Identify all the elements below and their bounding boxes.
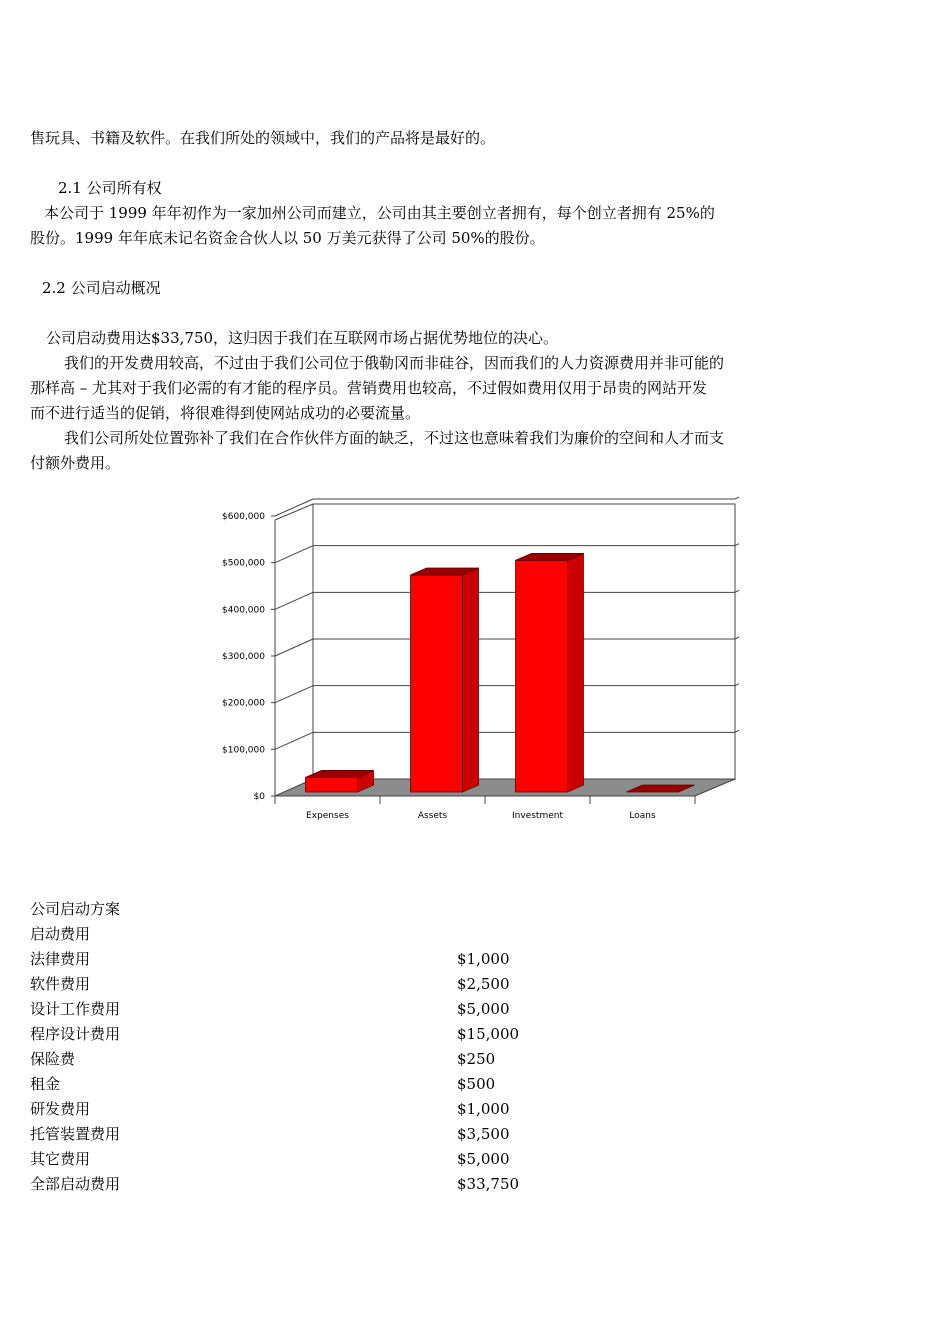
y-tick-label: $300,000 [222, 652, 265, 662]
chart-left-wall-top [275, 504, 313, 520]
gridline-side [275, 686, 313, 703]
gridline-edge [735, 637, 739, 639]
row-value: $5,000 [457, 1000, 510, 1018]
startup-para-1: 公司启动费用达$33,750，这归因于我们在互联网市场占据优势地位的决心。 [46, 329, 559, 347]
row-value: $3,500 [457, 1125, 510, 1143]
y-tick-label: $100,000 [222, 745, 265, 756]
row-value: $33,750 [457, 1175, 520, 1193]
plan-subtitle: 启动费用 [30, 925, 91, 943]
plan-title-row [30, 898, 590, 920]
gridline-side [275, 546, 313, 563]
x-tick-label: Loans [629, 811, 656, 821]
row-value: $1,000 [457, 1100, 510, 1118]
plan-title: 公司启动方案 [30, 900, 121, 918]
x-tick-label: Expenses [306, 811, 349, 821]
y-tick-label: $500,000 [222, 558, 265, 569]
row-label: 设计工作费用 [30, 1000, 121, 1018]
gridline-side [275, 732, 313, 749]
y-tick-label: $0 [253, 792, 265, 802]
gridline-edge [735, 684, 739, 686]
startup-heading: 2.2 公司启动概况 [42, 279, 161, 297]
x-tick-label: Assets [417, 811, 448, 821]
row-label: 租金 [30, 1075, 61, 1093]
table-row [30, 1098, 590, 1120]
row-value: $250 [457, 1050, 496, 1068]
table-row [30, 973, 590, 995]
gridline-edge [735, 497, 739, 499]
bar-front [516, 560, 568, 792]
plan-subtitle-row [30, 923, 590, 945]
row-value: $500 [457, 1075, 496, 1093]
y-tick-label: $600,000 [222, 512, 265, 522]
startup-para-2-line-1: 我们的开发费用较高，不过由于我们公司位于俄勒冈而非硅谷，因而我们的人力资源费用并非可能的 [64, 354, 725, 372]
gridline-edge [735, 544, 739, 546]
row-value: $5,000 [457, 1150, 510, 1168]
startup-bar-chart [195, 490, 755, 835]
bar-side [568, 553, 584, 792]
ownership-line-2: 股份。1999 年年底未记名资金合伙人以 50 万美元获得了公司 50%的股份。 [30, 229, 545, 247]
row-label: 法律费用 [30, 950, 91, 968]
gridline-side [275, 499, 313, 516]
bar-side [463, 568, 479, 792]
gridline-edge [735, 730, 739, 732]
table-row [30, 1073, 590, 1095]
ownership-heading: 2.1 公司所有权 [58, 179, 162, 197]
startup-para-2-line-3: 而不进行适当的促销，将很难得到使网站成功的必要流量。 [30, 404, 421, 422]
table-row [30, 1123, 590, 1145]
row-label: 其它费用 [30, 1150, 91, 1168]
x-tick-label: Investment [512, 811, 563, 821]
row-value: $2,500 [457, 975, 510, 993]
startup-para-3-line-2: 付额外费用。 [30, 454, 121, 472]
bar-front [306, 777, 358, 792]
row-label: 全部启动费用 [30, 1175, 121, 1193]
startup-para-2-line-2: 那样高 – 尤其对于我们必需的有才能的程序员。营销费用也较高，不过假如费用仅用于昂贵的网站开发 [30, 379, 708, 397]
intro-line: 售玩具、书籍及软件。在我们所处的领域中，我们的产品将是最好的。 [30, 129, 496, 147]
ownership-line-1: 本公司于 1999 年年初作为一家加州公司而建立，公司由其主要创立者拥有，每个创立者拥有 25%的 [44, 204, 715, 222]
row-value: $15,000 [457, 1025, 520, 1043]
gridline-side [275, 592, 313, 609]
row-label: 软件费用 [30, 975, 91, 993]
row-label: 保险费 [30, 1050, 76, 1068]
table-row [30, 948, 590, 970]
row-label: 托管装置费用 [30, 1125, 121, 1143]
y-tick-label: $200,000 [222, 698, 265, 709]
bar-front [411, 575, 463, 792]
row-value: $1,000 [457, 950, 510, 968]
table-row [30, 1048, 590, 1070]
y-tick-label: $400,000 [222, 605, 265, 616]
table-row [30, 1148, 590, 1170]
row-label: 程序设计费用 [30, 1025, 121, 1043]
table-row [30, 998, 590, 1020]
startup-para-3-line-1: 我们公司所处位置弥补了我们在合作伙伴方面的缺乏，不过这也意味着我们为廉价的空间和人才而支 [64, 429, 725, 447]
gridline-side [275, 639, 313, 656]
row-label: 研发费用 [30, 1100, 91, 1118]
gridline-edge [735, 590, 739, 592]
table-row [30, 1173, 590, 1195]
table-row [30, 1023, 590, 1045]
